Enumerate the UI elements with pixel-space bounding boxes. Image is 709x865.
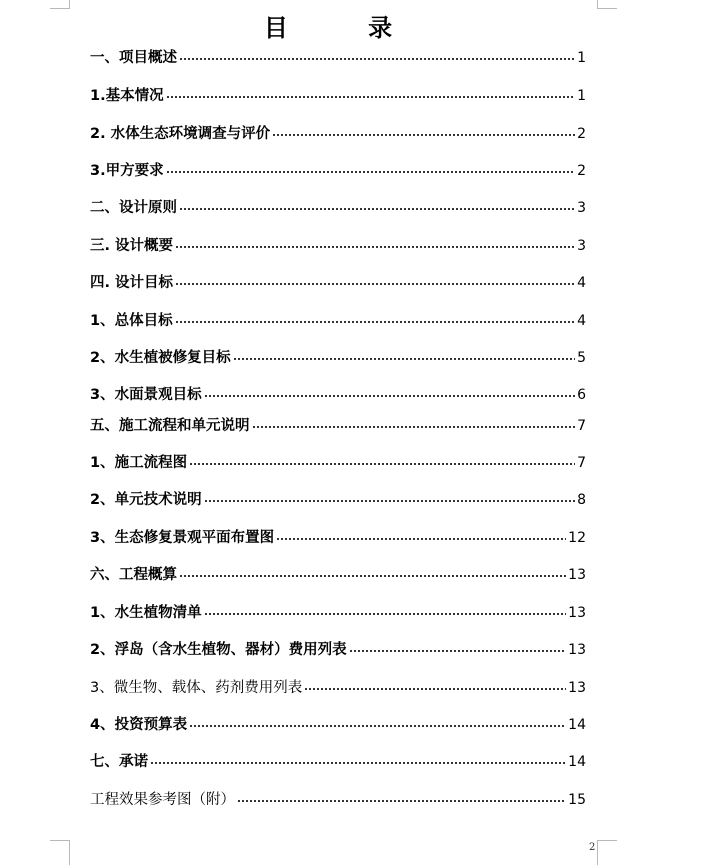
toc-entry[interactable]	[90, 603, 586, 623]
toc-dot-leader	[276, 537, 566, 543]
toc-entry[interactable]	[90, 311, 586, 331]
toc-entry-page: 4	[577, 313, 586, 329]
page-corner-bottom-left	[50, 840, 70, 865]
toc-entry-page: 5	[577, 350, 586, 366]
toc-entry-page: 14	[568, 717, 586, 733]
toc-entry-page: 14	[568, 754, 586, 770]
toc-entry-label: 2. 水体生态环境调查与评价	[90, 126, 271, 142]
toc-entry-label: 1、施工流程图	[90, 455, 188, 471]
toc-entry-page: 7	[577, 418, 586, 434]
toc-entry-label: 三. 设计概要	[90, 238, 174, 254]
toc-entry[interactable]	[90, 790, 586, 810]
toc-entry-label: 2、单元技术说明	[90, 492, 202, 508]
toc-entry[interactable]	[90, 416, 586, 436]
toc-entry-label: 4、投资预算表	[90, 717, 188, 733]
toc-entry-label: 2、水生植被修复目标	[90, 350, 231, 366]
toc-dot-leader	[233, 357, 575, 363]
toc-entry-label: 工程效果参考图（附）	[90, 792, 235, 808]
toc-entry[interactable]	[90, 48, 586, 68]
toc-entry-page: 1	[577, 88, 586, 104]
toc-dot-leader	[175, 245, 575, 251]
toc-dot-leader	[166, 170, 575, 176]
toc-entry-page: 2	[577, 163, 586, 179]
toc-entry-label: 二、设计原则	[90, 200, 177, 216]
toc-entry-page: 8	[577, 492, 586, 508]
toc-entry-page: 6	[577, 387, 586, 403]
toc-entry[interactable]	[90, 273, 586, 293]
toc-entry-label: 1、总体目标	[90, 313, 173, 329]
toc-entry-page: 13	[568, 680, 586, 696]
toc-dot-leader	[189, 462, 575, 468]
toc-entry[interactable]	[90, 678, 586, 698]
toc-entry-label: 一、项目概述	[90, 50, 177, 66]
toc-entry[interactable]	[90, 565, 586, 585]
toc-dot-leader	[252, 425, 576, 431]
toc-dot-leader	[204, 499, 575, 505]
toc-entry-label: 1.基本情况	[90, 88, 164, 104]
toc-dot-leader	[175, 282, 575, 288]
toc-entry[interactable]	[90, 86, 586, 106]
toc-entry-label: 3、水面景观目标	[90, 387, 202, 403]
toc-entry[interactable]	[90, 348, 586, 368]
toc-dot-leader	[204, 394, 575, 400]
toc-dot-leader	[179, 207, 575, 213]
toc-entry-label: 五、施工流程和单元说明	[90, 418, 250, 434]
toc-entry-label: 四. 设计目标	[90, 275, 174, 291]
toc-dot-leader	[166, 95, 575, 101]
toc-entry-page: 3	[577, 238, 586, 254]
toc-dot-leader	[237, 799, 566, 805]
toc-dot-leader	[349, 649, 567, 655]
toc-entry[interactable]	[90, 715, 586, 735]
toc-dot-leader	[175, 320, 575, 326]
toc-entry-page: 4	[577, 275, 586, 291]
toc-entry-page: 13	[568, 605, 586, 621]
toc-entry[interactable]	[90, 752, 586, 772]
toc-entry[interactable]	[90, 453, 586, 473]
toc-entry-page: 15	[568, 792, 586, 808]
toc-dot-leader	[179, 574, 566, 580]
toc-entry-label: 3、微生物、载体、药剂费用列表	[90, 680, 303, 696]
toc-dot-leader	[189, 724, 566, 730]
toc-entry[interactable]	[90, 528, 586, 548]
toc-entry[interactable]	[90, 236, 586, 256]
toc-entry-page: 13	[568, 567, 586, 583]
toc-entry[interactable]	[90, 124, 586, 144]
toc-entry[interactable]	[90, 385, 586, 405]
toc-entry-label: 3、生态修复景观平面布置图	[90, 530, 275, 546]
toc-dot-leader	[272, 133, 575, 139]
toc-entry-label: 七、承诺	[90, 754, 148, 770]
toc-entry-label: 3.甲方要求	[90, 163, 164, 179]
page-number: 2	[589, 842, 596, 853]
toc-entry[interactable]	[90, 640, 586, 660]
toc-entry-label: 1、水生植物清单	[90, 605, 202, 621]
toc-entry-page: 7	[577, 455, 586, 471]
toc-entry-page: 13	[568, 642, 586, 658]
toc-entry-label: 2、浮岛（含水生植物、器材）费用列表	[90, 642, 347, 658]
toc-entry-page: 12	[568, 530, 586, 546]
toc-entry[interactable]	[90, 198, 586, 218]
toc-entry-page: 1	[577, 50, 586, 66]
toc-entry[interactable]	[90, 161, 586, 181]
toc-dot-leader	[204, 612, 567, 618]
toc-dot-leader	[179, 57, 575, 63]
toc-entry-page: 2	[577, 126, 586, 142]
toc-dot-leader	[304, 687, 566, 693]
toc-dot-leader	[150, 761, 566, 767]
toc-entry-label: 六、工程概算	[90, 567, 177, 583]
toc-title: 目 录	[263, 13, 429, 42]
toc-entry[interactable]	[90, 490, 586, 510]
toc-entry-page: 3	[577, 200, 586, 216]
page-corner-bottom-right	[597, 840, 617, 865]
